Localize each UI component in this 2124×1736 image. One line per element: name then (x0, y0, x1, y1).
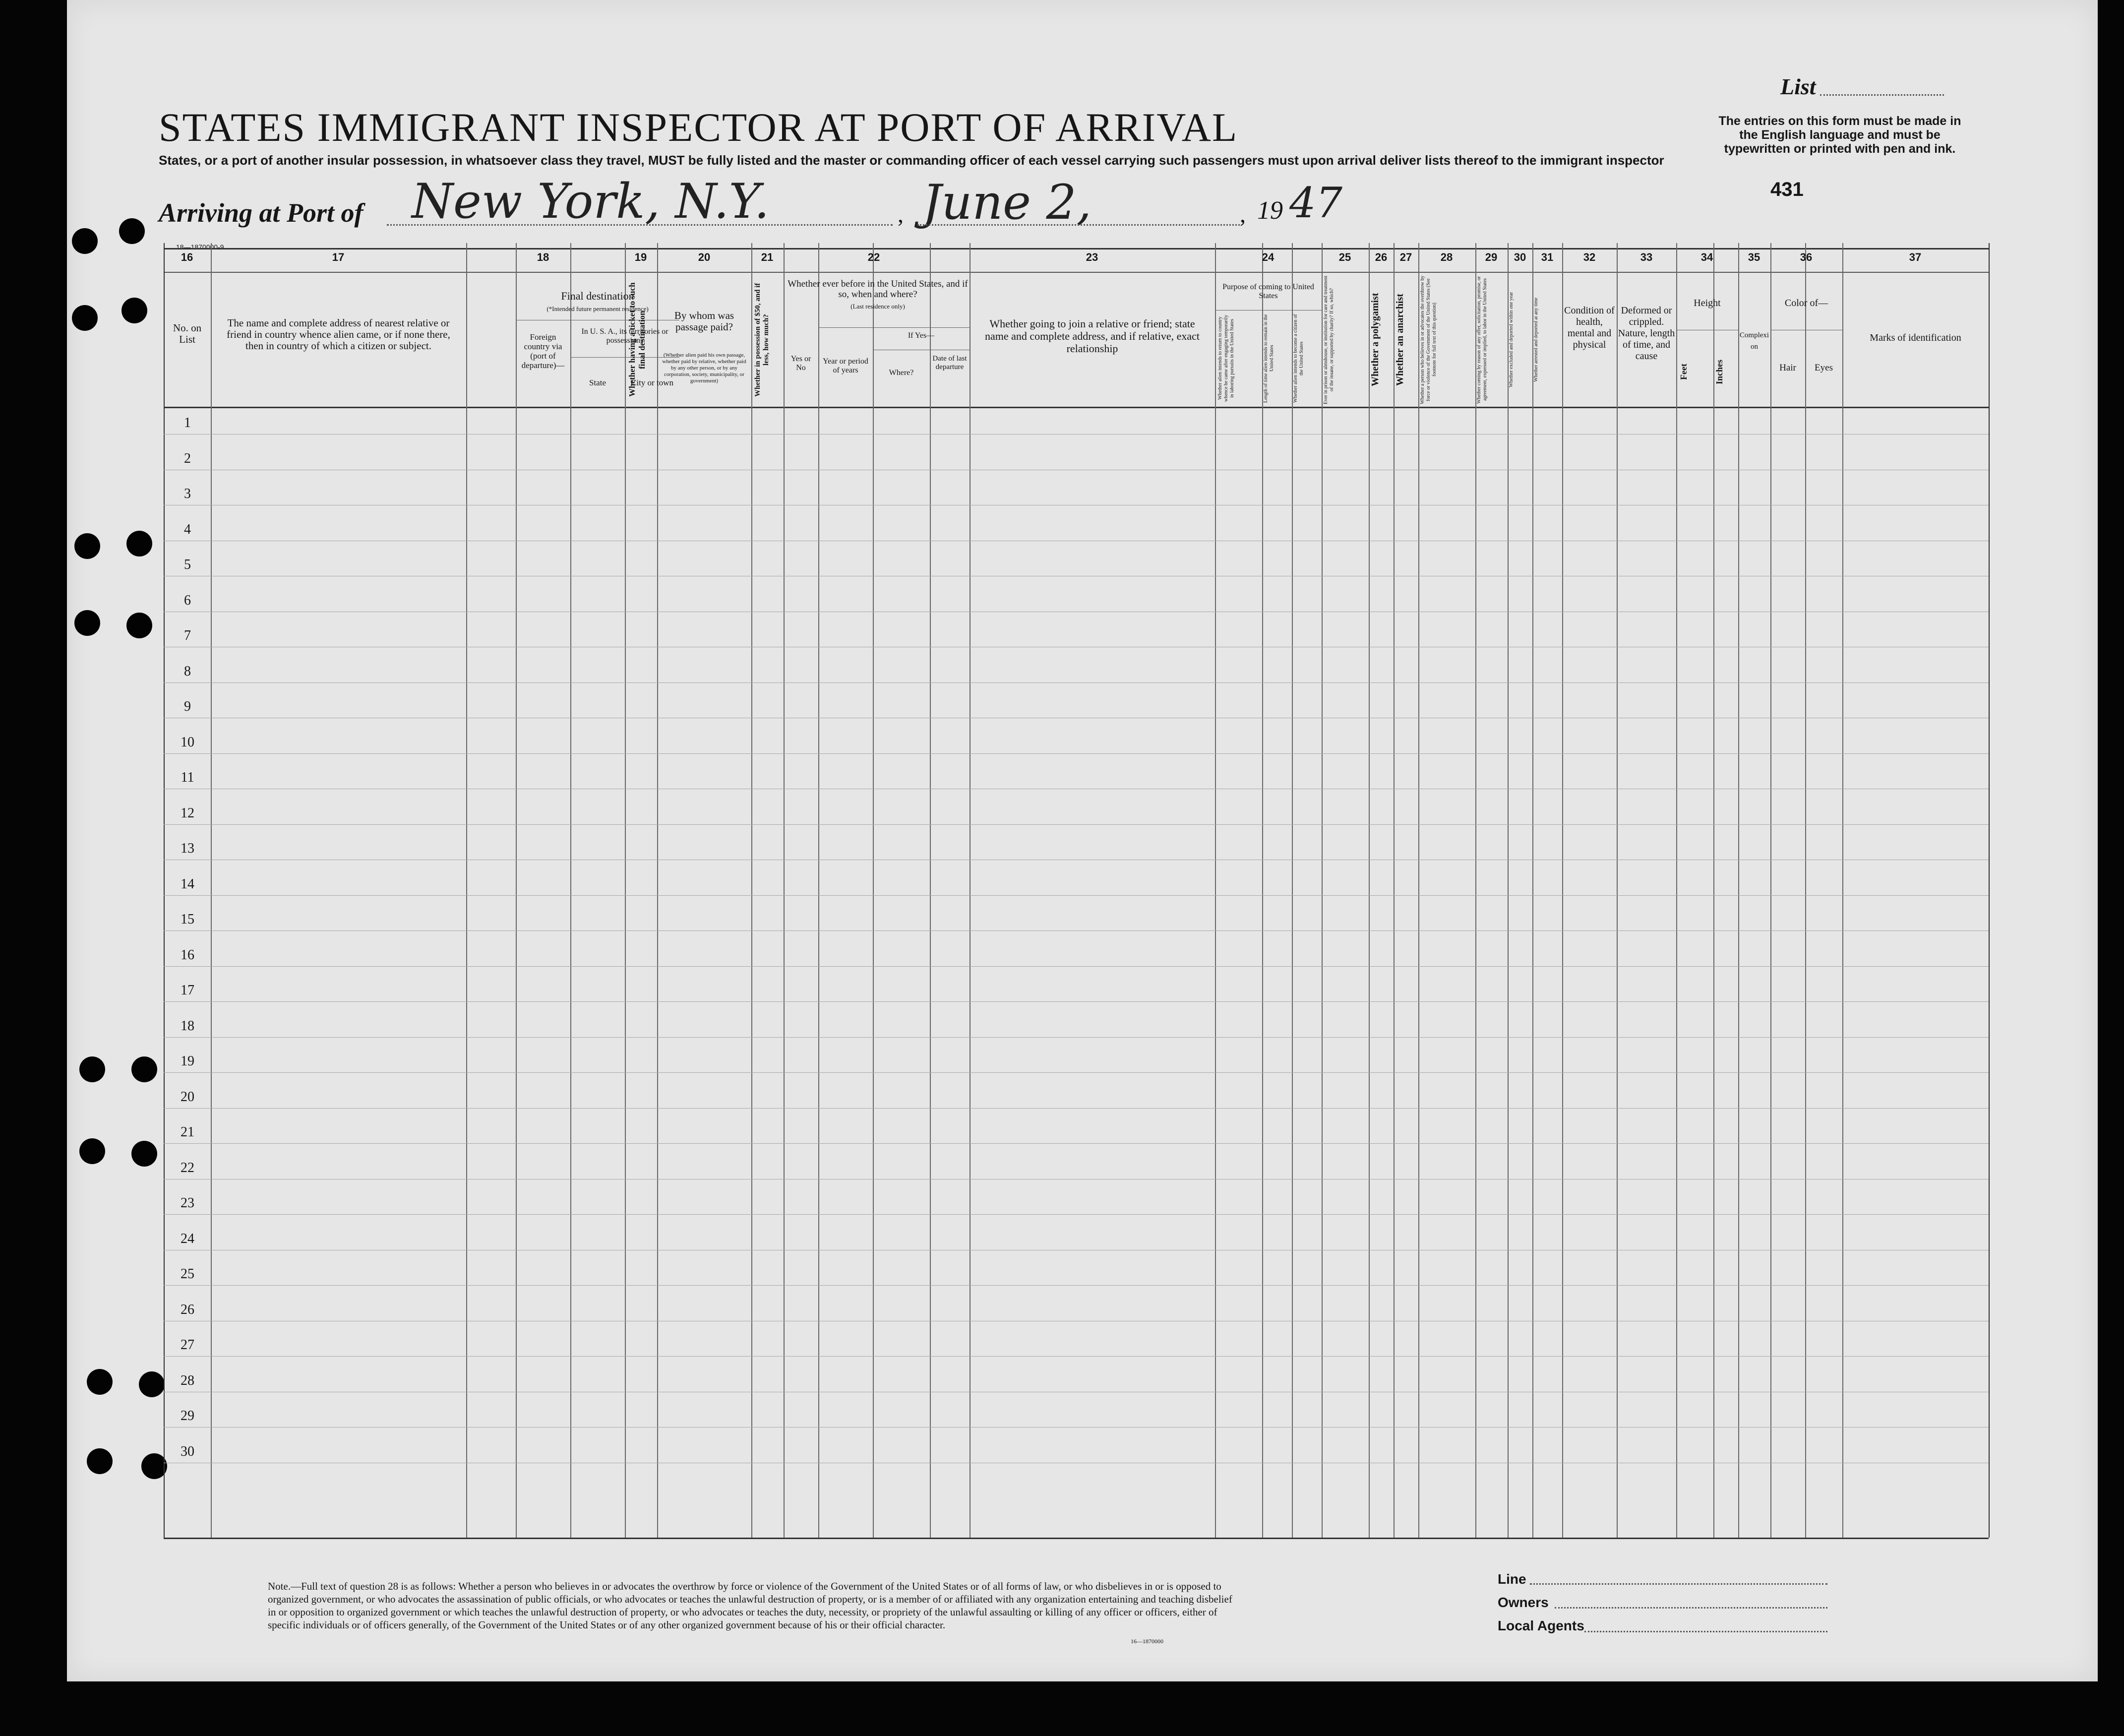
header-feet: Feet (1679, 364, 1689, 380)
header-in-usa: In U. S. A., its territories or possessions (581, 327, 668, 345)
agents-field (1584, 1631, 1827, 1632)
header-date-departure: Date of last departure (932, 355, 967, 371)
form-code: 18—1870000-9 (176, 243, 224, 251)
col-num-37: 37 (1909, 251, 1922, 263)
table-row (164, 1356, 1989, 1357)
header-ever-before: Whether ever before in the United States, and if so, when and where? (788, 279, 968, 300)
row-number: 14 (181, 876, 194, 892)
col-num-35: 35 (1748, 251, 1760, 263)
col-num-24: 24 (1262, 251, 1274, 263)
passenger-table (164, 243, 1989, 1538)
header-complexion: Complexion (1739, 331, 1769, 351)
line-label: Line (1498, 1571, 1526, 1587)
header-list-no: No. on List (173, 322, 202, 345)
col-num-32: 32 (1583, 251, 1596, 263)
header-year-period: Year or period of years (823, 357, 868, 374)
header-state: State (589, 378, 606, 387)
owners-field (1555, 1607, 1827, 1609)
table-row (164, 682, 1989, 683)
table-row (164, 1037, 1989, 1038)
row-number: 10 (181, 734, 194, 750)
table-row (164, 824, 1989, 825)
header-inches: Inches (1714, 360, 1724, 385)
row-number: 26 (181, 1302, 194, 1317)
header-polygamist: Whether a polygamist (1370, 293, 1381, 387)
row-number: 25 (181, 1266, 194, 1282)
col-num-27: 27 (1399, 251, 1412, 263)
footer-code: 16—1870000 (1131, 1638, 1163, 1645)
col-num-23: 23 (1086, 251, 1098, 263)
col-num-18: 18 (537, 251, 549, 263)
row-number: 27 (181, 1337, 194, 1353)
header-possession-50: Whether in possession of $50, and if less, how much? (754, 283, 770, 397)
col-num-33: 33 (1640, 251, 1653, 263)
header-height: Height (1694, 298, 1721, 309)
row-number: 13 (181, 841, 194, 856)
header-purpose-citizen: Whether alien intends to become a citizen of the United States (1293, 314, 1304, 403)
page-number: 431 (1770, 179, 1804, 200)
row-number: 17 (181, 983, 194, 998)
col-num-28: 28 (1440, 251, 1453, 263)
col-num-20: 20 (698, 251, 711, 263)
header-ticket: Whether having a ticket to such final destination (627, 282, 647, 397)
form-title: STATES IMMIGRANT INSPECTOR AT PORT OF ARRIVAL (159, 105, 1238, 150)
port-line (387, 224, 893, 226)
table-row (164, 753, 1989, 754)
instructions: The entries on this form must be made in the English language and must be typewritten or printed with pen and ink. (1718, 114, 1961, 156)
table-row (164, 966, 1989, 967)
header-hair: Hair (1779, 363, 1796, 373)
row-number: 9 (184, 699, 191, 714)
header-relative-address: The name and complete address of nearest relative or friend in country whence alien came, or if none there, then in country of which a citizen or subject. (227, 317, 450, 352)
header-deformed: Deformed or crippled. Nature, length of time, and cause (1618, 305, 1675, 362)
header-eyes: Eyes (1815, 363, 1833, 373)
header-where: Where? (889, 369, 914, 377)
header-city: City or town (631, 378, 673, 387)
header-marks: Marks of identification (1870, 332, 1961, 343)
row-number: 8 (184, 663, 191, 679)
header-excluded: Whether excluded and deported within one year (1509, 292, 1514, 388)
list-label: List (1780, 74, 1816, 99)
header-prison: Ever in prison or almshouse, or institution for care and treatment of the insane, or supported by charity? If so, which? (1323, 275, 1335, 404)
col-num-19: 19 (634, 251, 647, 263)
table-row (164, 930, 1989, 931)
col-num-16: 16 (181, 251, 193, 263)
row-number: 29 (181, 1408, 194, 1424)
header-if-yes: If Yes— (908, 331, 935, 340)
header-join-relative: Whether going to join a relative or friend; state name and complete address, and if relative, exact relationship (984, 317, 1200, 355)
table-row (164, 1108, 1989, 1109)
header-foreign-country: Foreign country via (port of departure)— (521, 332, 565, 370)
header-passage-paid-note: (Whether alien paid his own passage, whether paid by relative, whether paid by any other person, or by any corporation, society, municipality, or government) (662, 352, 746, 384)
col-num-31: 31 (1541, 251, 1554, 263)
table-row (164, 1072, 1989, 1073)
footer-note: Note.—Full text of question 28 is as follows: Whether a person who believes in or advocates the overthrow by force or violence of the Government of the United States or of all forms of law, or who disbelieves in or is opposed to organized government, or who advocates the assassination of public officials, or who advocates or teaches the unlawful destruction of property, or is a member of or affiliated with any organization entertaining and teaching disbelief in or opposition to organized government or which teaches the unlawful destruction of property, or who advocates or teaches the duty, necessity, or propriety of the unlawful assaulting or killing of any officer or officers, either of specific individuals or of officers generally, of the Government of the United States or of any other organized government because of his or their official character. (268, 1580, 1232, 1631)
row-number: 11 (181, 770, 194, 785)
table-body (164, 407, 1989, 1538)
header-passage-paid: By whom was passage paid? (674, 310, 734, 333)
agents-label: Local Agents (1498, 1618, 1584, 1633)
header-final-destination-note: (*Intended future permanent residence) (546, 305, 649, 312)
row-number: 18 (181, 1018, 194, 1034)
header-arrested: Whether arrested and deported at any time (1533, 298, 1539, 382)
table-row (164, 895, 1989, 896)
row-number: 16 (181, 947, 194, 963)
row-number: 23 (181, 1195, 194, 1211)
row-number: 28 (181, 1372, 194, 1388)
table-row (164, 1285, 1989, 1286)
row-number: 1 (184, 415, 191, 431)
col-num-26: 26 (1375, 251, 1388, 263)
header-purpose-return: Whether alien intends to return to country whence he came after engaging temporarily in laboring pursuits in the United States (1217, 314, 1235, 402)
table-row (164, 1001, 1989, 1002)
row-number: 6 (184, 592, 191, 608)
row-number: 3 (184, 486, 191, 501)
header-health: Condition of health, mental and physical (1564, 305, 1615, 350)
year-handwritten: 47 (1289, 179, 1342, 227)
header-ever-before-note: (Last residence only) (850, 303, 905, 310)
col-num-34: 34 (1700, 251, 1713, 263)
header-offer-labor: Whether coming by reason of any offer, solicitation, promise, or agreement, expressed or implied, to labor in the United States (1476, 276, 1488, 404)
year-prefix: 19 (1257, 196, 1283, 225)
list-line (1820, 94, 1944, 96)
table-row (164, 1143, 1989, 1144)
col-num-21: 21 (761, 251, 774, 263)
row-number: 21 (181, 1124, 194, 1140)
row-number: 5 (184, 557, 191, 572)
header-purpose: Purpose of coming to United States (1222, 283, 1314, 300)
row-number: 7 (184, 628, 191, 643)
col-num-30: 30 (1514, 251, 1526, 263)
col-num-17: 17 (332, 251, 345, 263)
row-number: 2 (184, 450, 191, 466)
header-overthrow: Whether a person who believes in or advocates the overthrow by force or violence of the Government of the United States (See footnote for full text of this question) (1420, 275, 1437, 404)
row-number: 15 (181, 912, 194, 927)
row-number: 4 (184, 521, 191, 537)
row-number: 19 (181, 1054, 194, 1069)
col-num-25: 25 (1338, 251, 1351, 263)
col-num-22: 22 (867, 251, 880, 263)
col-num-29: 29 (1485, 251, 1498, 263)
port-handwritten: New York, N.Y. (412, 174, 770, 229)
row-number: 24 (181, 1231, 194, 1246)
arriving-label: Arriving at Port of (159, 198, 364, 228)
header-yes-no: Yes or No (790, 355, 811, 372)
header-final-destination: Final destination (561, 290, 634, 302)
row-number: 20 (181, 1089, 194, 1105)
header-color: Color of— (1784, 298, 1828, 309)
row-number: 12 (181, 805, 194, 821)
date-line (917, 224, 1240, 226)
table-row (164, 1214, 1989, 1215)
form-subtitle: States, or a port of another insular possession, in whatsoever class they travel, MUST be fully listed and the master or commanding officer of each vessel carrying such passengers must upon arrival deliver lists thereof to the immigrant inspector (159, 153, 1664, 168)
header-anarchist: Whether an anarchist (1395, 294, 1405, 386)
date-handwritten: June 2, (922, 175, 1092, 230)
row-number: 22 (181, 1160, 194, 1176)
col-num-36: 36 (1800, 251, 1813, 263)
port-comma: , (898, 201, 904, 228)
header-purpose-length: Length of time alien intends to remain in the United States (1263, 314, 1274, 403)
row-number: 30 (181, 1443, 194, 1459)
line-field (1530, 1583, 1827, 1585)
date-comma: , (1240, 201, 1246, 228)
owners-label: Owners (1498, 1595, 1549, 1610)
